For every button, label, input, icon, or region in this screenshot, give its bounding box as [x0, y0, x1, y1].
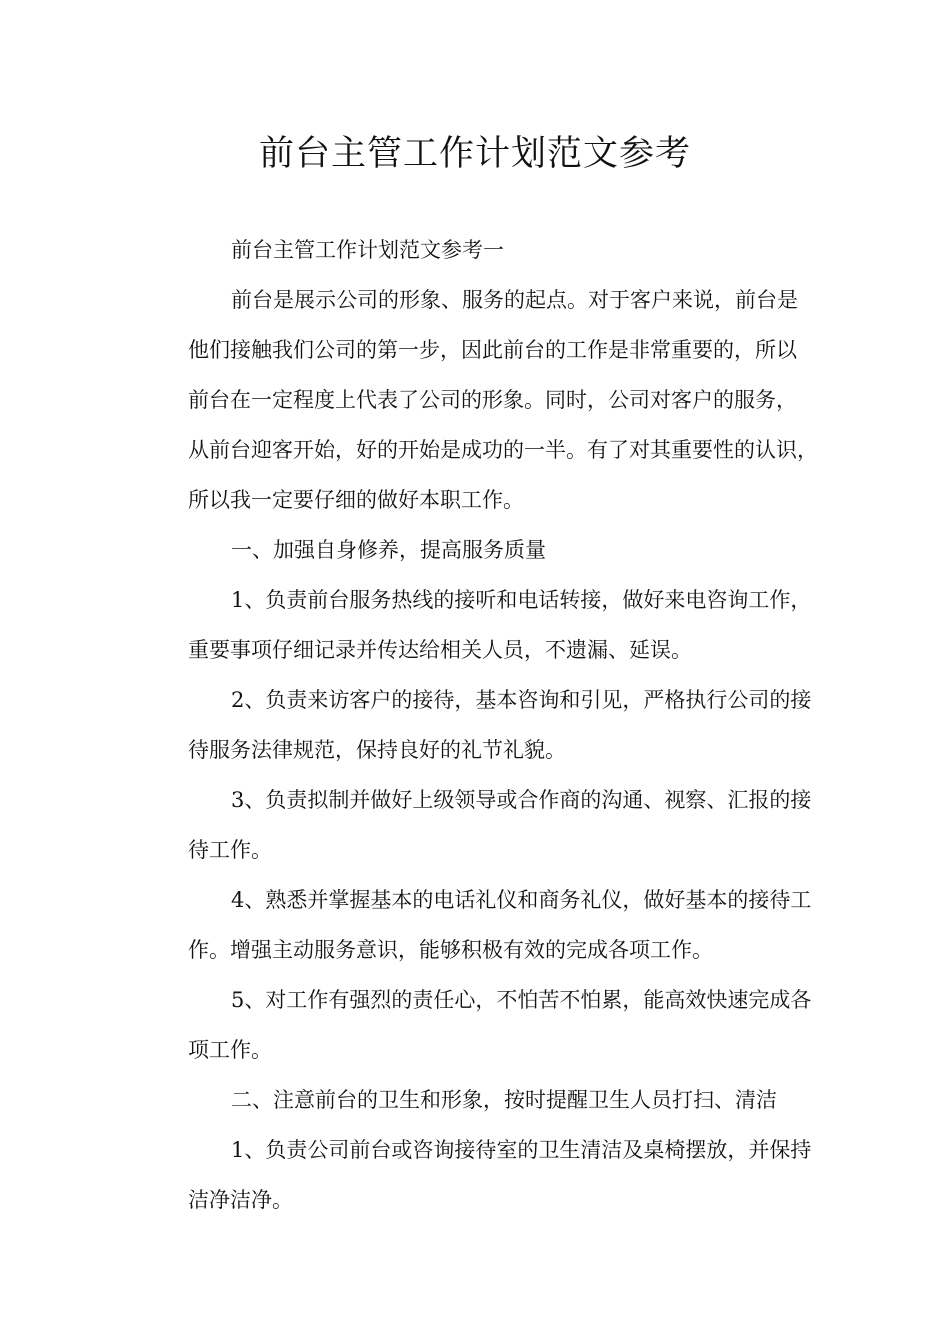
- paragraph-line: 3、负责拟制并做好上级领导或合作商的沟通、视察、汇报的接: [231, 788, 812, 812]
- paragraph-line: 待工作。: [188, 838, 272, 862]
- paragraph-line: 2、负责来访客户的接待，基本咨询和引见，严格执行公司的接: [231, 688, 812, 712]
- list-item-2: [145, 675, 825, 775]
- document-body: [145, 225, 825, 1225]
- list-item-4: [145, 875, 825, 975]
- list-item-6: [145, 1125, 825, 1225]
- paragraph-intro: [145, 275, 825, 525]
- list-item-1: [145, 575, 825, 675]
- paragraph-line: 所以我一定要仔细的做好本职工作。: [188, 488, 524, 512]
- paragraph-line: 1、负责前台服务热线的接听和电话转接，做好来电咨询工作，: [231, 588, 812, 612]
- paragraph-line: 前台是展示公司的形象、服务的起点。对于客户来说，前台是: [231, 288, 798, 312]
- paragraph-line: 5、对工作有强烈的责任心，不怕苦不怕累，能高效快速完成各: [231, 988, 812, 1012]
- paragraph-line: 作。增强主动服务意识，能够积极有效的完成各项工作。: [188, 938, 713, 962]
- paragraph-line: 项工作。: [188, 1038, 272, 1062]
- section-heading-2: [145, 1075, 825, 1125]
- paragraph-line: 重要事项仔细记录并传达给相关人员，不遗漏、延误。: [188, 638, 692, 662]
- paragraph-line: 从前台迎客开始，好的开始是成功的一半。有了对其重要性的认识，: [188, 438, 818, 462]
- paragraph-line: 二、注意前台的卫生和形象，按时提醒卫生人员打扫、清洁: [231, 1088, 777, 1112]
- paragraph-subtitle: [145, 225, 825, 275]
- section-heading-1: [145, 525, 825, 575]
- paragraph-line: 4、熟悉并掌握基本的电话礼仪和商务礼仪，做好基本的接待工: [231, 888, 812, 912]
- paragraph-line: 待服务法律规范，保持良好的礼节礼貌。: [188, 738, 566, 762]
- paragraph-line: 前台主管工作计划范文参考一: [231, 238, 504, 262]
- list-item-5: [145, 975, 825, 1075]
- list-item-3: [145, 775, 825, 875]
- paragraph-line: 1、负责公司前台或咨询接待室的卫生清洁及桌椅摆放，并保持: [231, 1138, 812, 1162]
- paragraph-line: 他们接触我们公司的第一步，因此前台的工作是非常重要的，所以: [188, 338, 797, 362]
- paragraph-line: 洁净洁净。: [188, 1188, 293, 1212]
- document-title: 前台主管工作计划范文参考: [258, 134, 691, 174]
- paragraph-line: 前台在一定程度上代表了公司的形象。同时，公司对客户的服务，: [188, 388, 797, 412]
- paragraph-line: 一、加强自身修养，提高服务质量: [231, 538, 546, 562]
